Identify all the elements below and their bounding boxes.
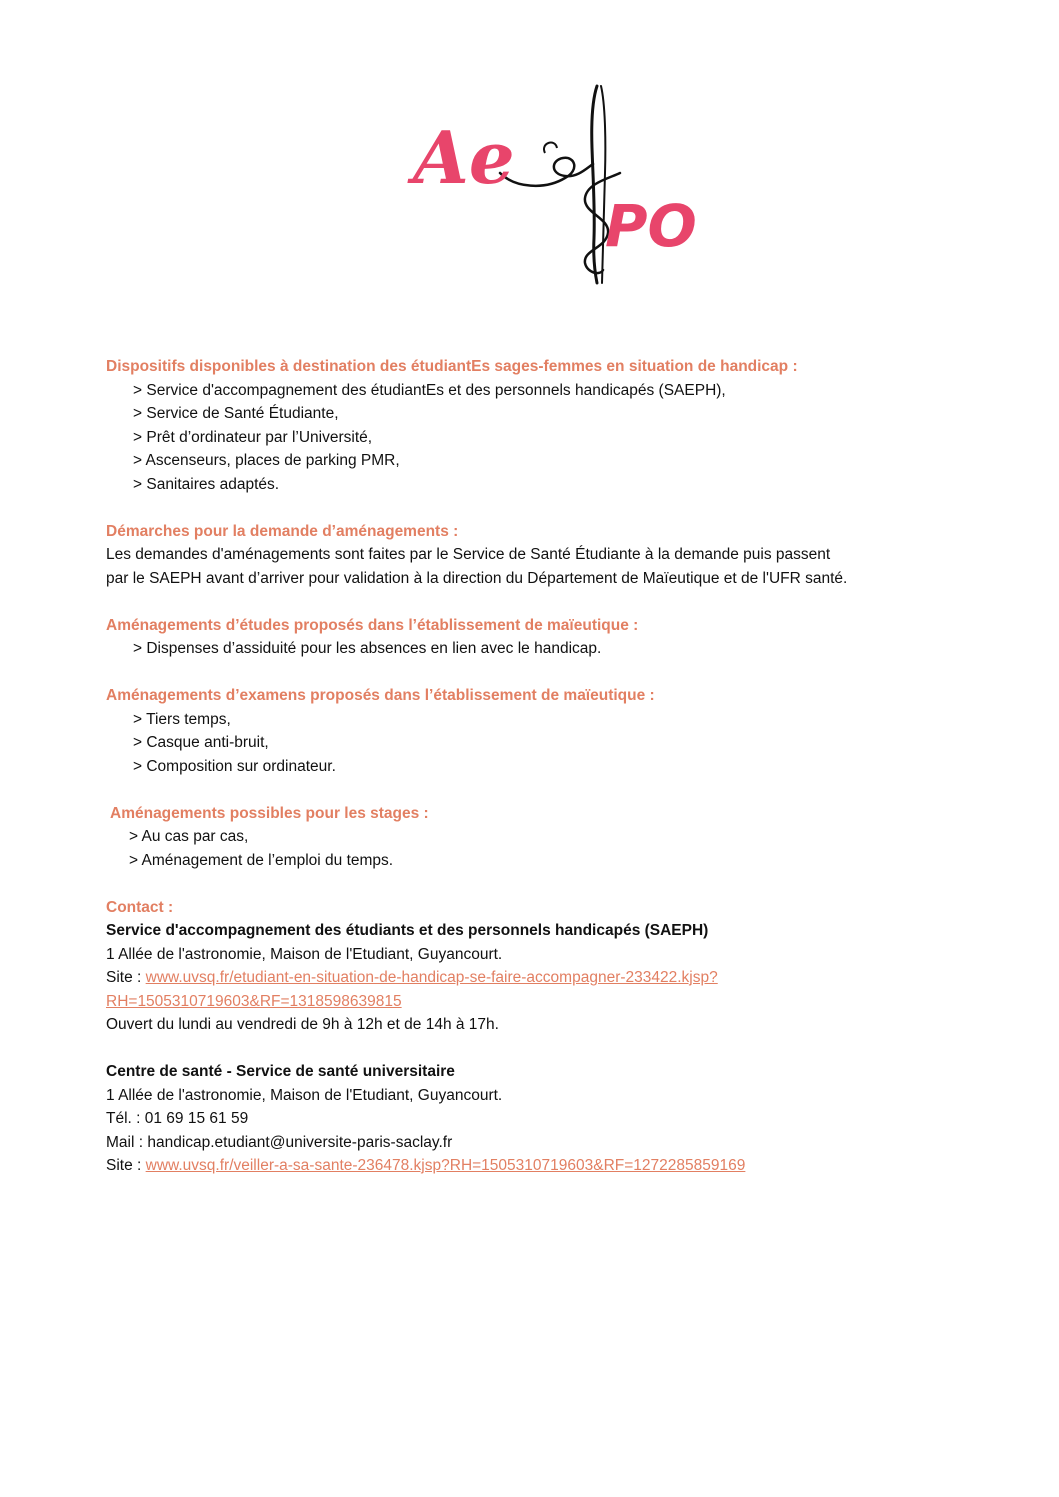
list-item: > Service de Santé Étudiante,: [133, 405, 339, 422]
section-contact: [106, 896, 926, 1037]
saeph-site-link-cont[interactable]: RH=1505310719603&RF=1318598639815: [106, 992, 402, 1010]
section-demarches: [106, 520, 926, 591]
logo-text-left: Ae: [413, 115, 515, 200]
paragraph-line: Les demandes d'aménagements sont faites par le Service de Santé Étudiante à la demande puis passent: [106, 546, 831, 563]
section-examens: [106, 684, 926, 778]
centre-site-link[interactable]: www.uvsq.fr/veiller-a-sa-sante-236478.kjsp?RH=1505310719603&RF=1272285859169: [145, 1157, 746, 1174]
contact-centre-mail: Mail : handicap.etudiant@universite-paris-saclay.fr: [106, 1133, 453, 1151]
section-stages: [106, 802, 926, 873]
heading-examens: Aménagements d’examens proposés dans l’établissement de maïeutique :: [106, 687, 655, 704]
heading-stages: Aménagements possibles pour les stages :: [110, 804, 429, 822]
list-stages: [106, 825, 926, 872]
contact-centre-site: [106, 1154, 926, 1178]
list-item: > Ascenseurs, places de parking PMR,: [133, 452, 400, 469]
document-body: [106, 355, 926, 1201]
list-item: > Composition sur ordinateur.: [133, 757, 336, 775]
list-item: > Au cas par cas,: [129, 828, 249, 845]
list-item: > Service d'accompagnement des étudiantEs et des personnels handicapés (SAEPH),: [133, 381, 726, 399]
logo: [405, 78, 705, 288]
contact-centre-address: 1 Allée de l'astronomie, Maison de l'Etudiant, Guyancourt.: [106, 1086, 503, 1104]
logo-text-right: PO: [605, 192, 697, 260]
list-etudes: [106, 637, 926, 661]
list-item: > Casque anti-bruit,: [133, 734, 269, 751]
list-item: > Sanitaires adaptés.: [133, 475, 280, 493]
contact-saeph-site-cont: [106, 990, 926, 1014]
list-item: > Tiers temps,: [133, 710, 231, 728]
list-examens: [106, 708, 926, 779]
contact-centre-tel: Tél. : 01 69 15 61 59: [106, 1110, 249, 1127]
list-item: > Aménagement de l’emploi du temps.: [129, 851, 394, 869]
site-label: Site :: [106, 969, 146, 986]
saeph-site-link[interactable]: www.uvsq.fr/etudiant-en-situation-de-handicap-se-faire-accompagner-233422.kjsp?: [145, 969, 718, 986]
heading-demarches: Démarches pour la demande d’aménagements :: [106, 522, 459, 540]
heading-dispositifs: Dispositifs disponibles à destination des étudiantEs sages-femmes en situation de handicap :: [106, 358, 798, 375]
section-dispositifs: [106, 355, 926, 496]
list-item: > Prêt d’ordinateur par l’Université,: [133, 428, 373, 446]
contact-saeph-hours: Ouvert du lundi au vendredi de 9h à 12h et de 14h à 17h.: [106, 1016, 499, 1033]
contact-saeph-site: [106, 966, 926, 990]
contact-centre-name: Centre de santé - Service de santé universitaire: [106, 1063, 455, 1080]
section-centre-sante: [106, 1060, 926, 1178]
heading-contact: Contact :: [106, 898, 174, 916]
heading-etudes: Aménagements d’études proposés dans l’établissement de maïeutique :: [106, 616, 639, 634]
site-label: Site :: [106, 1157, 146, 1174]
list-item: > Dispenses d’assiduité pour les absences en lien avec le handicap.: [133, 640, 602, 657]
contact-saeph-address: 1 Allée de l'astronomie, Maison de l'Etudiant, Guyancourt.: [106, 945, 503, 963]
contact-saeph-name: Service d'accompagnement des étudiants et des personnels handicapés (SAEPH): [106, 922, 709, 939]
list-dispositifs: [106, 379, 926, 497]
logo-graphic: [405, 78, 705, 288]
section-etudes: [106, 614, 926, 661]
paragraph-line: par le SAEPH avant d’arriver pour validation à la direction du Département de Maïeutique et de l'UFR santé.: [106, 569, 848, 587]
